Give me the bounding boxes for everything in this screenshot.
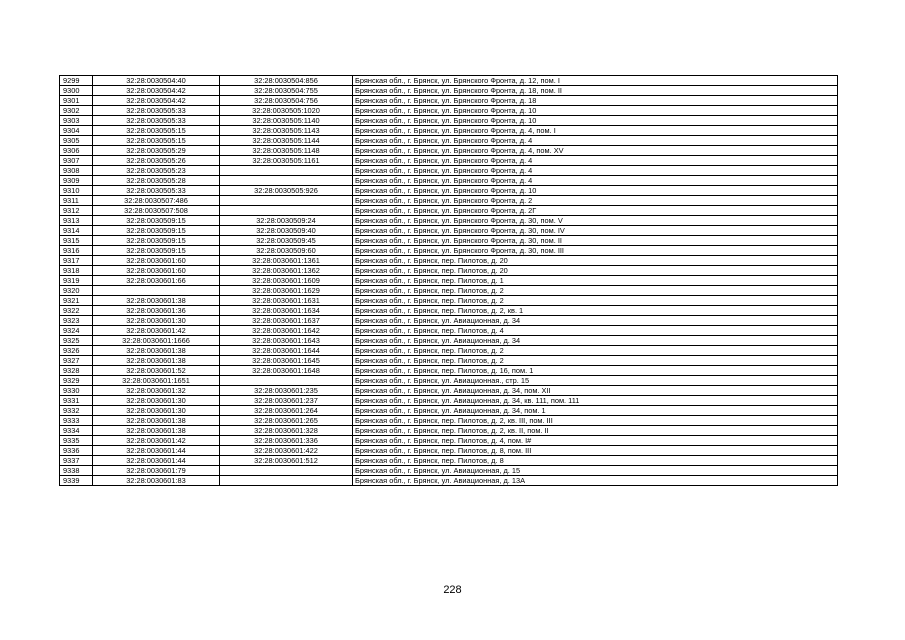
address-cell: Брянская обл., г. Брянск, ул. Авиационная, д. 34, кв. 111, пом. 111: [353, 396, 838, 406]
table-row: [60, 276, 838, 286]
address-cell: Брянская обл., г. Брянск, ул. Брянского Фронта, д. 2Г: [353, 206, 838, 216]
parcel-number-cell: 32:28:0030509:15: [93, 236, 220, 246]
parcel-number-cell: 32:28:0030509:15: [93, 246, 220, 256]
object-number-cell: 32:28:0030601:235: [220, 386, 353, 396]
parcel-number-cell: 32:28:0030601:30: [93, 396, 220, 406]
parcel-number-cell: 32:28:0030601:42: [93, 436, 220, 446]
table-row: [60, 246, 838, 256]
parcel-number-cell: 32:28:0030505:15: [93, 136, 220, 146]
parcel-number-cell: 32:28:0030601:44: [93, 446, 220, 456]
address-cell: Брянская обл., г. Брянск, ул. Брянского Фронта, д. 2: [353, 196, 838, 206]
parcel-number-cell: 32:28:0030505:23: [93, 166, 220, 176]
table-body: [60, 76, 838, 486]
address-cell: Брянская обл., г. Брянск, пер. Пилотов, д. 2, кв. III, пом. III: [353, 416, 838, 426]
row-number-cell: 9334: [60, 426, 93, 436]
address-cell: Брянская обл., г. Брянск, ул. Авиационная, д. 34, пом. 1: [353, 406, 838, 416]
row-number-cell: 9321: [60, 296, 93, 306]
row-number-cell: 9325: [60, 336, 93, 346]
row-number-cell: 9326: [60, 346, 93, 356]
table-row: [60, 146, 838, 156]
parcel-number-cell: 32:28:0030509:15: [93, 216, 220, 226]
object-number-cell: 32:28:0030601:1642: [220, 326, 353, 336]
object-number-cell: [220, 166, 353, 176]
object-number-cell: 32:28:0030601:265: [220, 416, 353, 426]
address-cell: Брянская обл., г. Брянск, ул. Брянского Фронта, д. 10: [353, 186, 838, 196]
object-number-cell: 32:28:0030505:1020: [220, 106, 353, 116]
address-cell: Брянская обл., г. Брянск, пер. Пилотов, д. 2: [353, 286, 838, 296]
parcel-number-cell: 32:28:0030505:33: [93, 106, 220, 116]
row-number-cell: 9330: [60, 386, 93, 396]
object-number-cell: 32:28:0030509:45: [220, 236, 353, 246]
address-cell: Брянская обл., г. Брянск, пер. Пилотов, д. 20: [353, 266, 838, 276]
address-cell: Брянская обл., г. Брянск, пер. Пилотов, д. 2: [353, 296, 838, 306]
table-row: [60, 376, 838, 386]
row-number-cell: 9338: [60, 466, 93, 476]
parcel-number-cell: 32:28:0030601:60: [93, 266, 220, 276]
table-row: [60, 356, 838, 366]
row-number-cell: 9339: [60, 476, 93, 486]
object-number-cell: 32:28:0030601:1643: [220, 336, 353, 346]
row-number-cell: 9320: [60, 286, 93, 296]
address-cell: Брянская обл., г. Брянск, пер. Пилотов, д. 2: [353, 356, 838, 366]
table-row: [60, 86, 838, 96]
object-number-cell: 32:28:0030601:1361: [220, 256, 353, 266]
row-number-cell: 9313: [60, 216, 93, 226]
row-number-cell: 9316: [60, 246, 93, 256]
parcel-number-cell: 32:28:0030504:42: [93, 86, 220, 96]
object-number-cell: [220, 176, 353, 186]
object-number-cell: 32:28:0030601:1629: [220, 286, 353, 296]
table-row: [60, 206, 838, 216]
object-number-cell: 32:28:0030505:1161: [220, 156, 353, 166]
table-row: [60, 216, 838, 226]
address-cell: Брянская обл., г. Брянск, ул. Авиационная, д. 34: [353, 336, 838, 346]
row-number-cell: 9311: [60, 196, 93, 206]
table-row: [60, 166, 838, 176]
table-row: [60, 336, 838, 346]
object-number-cell: 32:28:0030509:40: [220, 226, 353, 236]
table-row: [60, 386, 838, 396]
parcel-number-cell: 32:28:0030601:83: [93, 476, 220, 486]
row-number-cell: 9333: [60, 416, 93, 426]
table-row: [60, 186, 838, 196]
row-number-cell: 9301: [60, 96, 93, 106]
table-row: [60, 116, 838, 126]
object-number-cell: 32:28:0030505:1148: [220, 146, 353, 156]
table-row: [60, 346, 838, 356]
row-number-cell: 9336: [60, 446, 93, 456]
parcel-number-cell: 32:28:0030505:29: [93, 146, 220, 156]
parcel-number-cell: 32:28:0030601:79: [93, 466, 220, 476]
object-number-cell: [220, 196, 353, 206]
address-cell: Брянская обл., г. Брянск, ул. Брянского Фронта, д. 4: [353, 176, 838, 186]
table-row: [60, 416, 838, 426]
address-cell: Брянская обл., г. Брянск, ул. Авиационная., стр. 15: [353, 376, 838, 386]
row-number-cell: 9324: [60, 326, 93, 336]
table-row: [60, 156, 838, 166]
address-cell: Брянская обл., г. Брянск, ул. Брянского Фронта, д. 4, пом. I: [353, 126, 838, 136]
address-cell: Брянская обл., г. Брянск, ул. Брянского Фронта, д. 30, пом. IV: [353, 226, 838, 236]
address-cell: Брянская обл., г. Брянск, пер. Пилотов, д. 20: [353, 256, 838, 266]
row-number-cell: 9309: [60, 176, 93, 186]
page-number: 228: [443, 584, 462, 596]
parcel-number-cell: 32:28:0030505:26: [93, 156, 220, 166]
table-row: [60, 436, 838, 446]
parcel-number-cell: 32:28:0030601:66: [93, 276, 220, 286]
parcel-number-cell: 32:28:0030601:30: [93, 406, 220, 416]
table-row: [60, 306, 838, 316]
object-number-cell: 32:28:0030601:1362: [220, 266, 353, 276]
table-row: [60, 446, 838, 456]
object-number-cell: 32:28:0030504:755: [220, 86, 353, 96]
address-cell: Брянская обл., г. Брянск, ул. Брянского Фронта, д. 4: [353, 156, 838, 166]
address-cell: Брянская обл., г. Брянск, ул. Брянского Фронта, д. 18, пом. II: [353, 86, 838, 96]
table-row: [60, 286, 838, 296]
parcel-number-cell: 32:28:0030601:36: [93, 306, 220, 316]
object-number-cell: 32:28:0030601:1609: [220, 276, 353, 286]
table-row: [60, 196, 838, 206]
parcel-number-cell: 32:28:0030601:32: [93, 386, 220, 396]
object-number-cell: 32:28:0030601:1644: [220, 346, 353, 356]
parcel-number-cell: 32:28:0030601:1666: [93, 336, 220, 346]
parcel-number-cell: 32:28:0030601:60: [93, 256, 220, 266]
row-number-cell: 9335: [60, 436, 93, 446]
row-number-cell: 9307: [60, 156, 93, 166]
parcel-number-cell: 32:28:0030601:38: [93, 426, 220, 436]
row-number-cell: 9332: [60, 406, 93, 416]
parcel-number-cell: [93, 286, 220, 296]
row-number-cell: 9329: [60, 376, 93, 386]
table-row: [60, 316, 838, 326]
row-number-cell: 9337: [60, 456, 93, 466]
table-row: [60, 136, 838, 146]
row-number-cell: 9306: [60, 146, 93, 156]
row-number-cell: 9331: [60, 396, 93, 406]
object-number-cell: 32:28:0030505:1140: [220, 116, 353, 126]
row-number-cell: 9308: [60, 166, 93, 176]
object-number-cell: 32:28:0030505:1144: [220, 136, 353, 146]
parcel-number-cell: 32:28:0030601:42: [93, 326, 220, 336]
parcel-number-cell: 32:28:0030504:40: [93, 76, 220, 86]
row-number-cell: 9305: [60, 136, 93, 146]
parcel-number-cell: 32:28:0030509:15: [93, 226, 220, 236]
parcel-number-cell: 32:28:0030505:15: [93, 126, 220, 136]
row-number-cell: 9312: [60, 206, 93, 216]
row-number-cell: 9299: [60, 76, 93, 86]
parcel-number-cell: 32:28:0030507:486: [93, 196, 220, 206]
object-number-cell: 32:28:0030601:512: [220, 456, 353, 466]
address-cell: Брянская обл., г. Брянск, ул. Авиационная, д. 15: [353, 466, 838, 476]
row-number-cell: 9323: [60, 316, 93, 326]
table-row: [60, 236, 838, 246]
parcel-number-cell: 32:28:0030505:33: [93, 186, 220, 196]
address-cell: Брянская обл., г. Брянск, ул. Авиационная, д. 13А: [353, 476, 838, 486]
address-cell: Брянская обл., г. Брянск, пер. Пилотов, д. 16, пом. 1: [353, 366, 838, 376]
table-row: [60, 476, 838, 486]
object-number-cell: 32:28:0030601:1631: [220, 296, 353, 306]
object-number-cell: 32:28:0030601:1634: [220, 306, 353, 316]
table-row: [60, 256, 838, 266]
object-number-cell: 32:28:0030601:264: [220, 406, 353, 416]
address-cell: Брянская обл., г. Брянск, пер. Пилотов, д. 2, кв. II, пом. II: [353, 426, 838, 436]
row-number-cell: 9303: [60, 116, 93, 126]
parcel-number-cell: 32:28:0030507:508: [93, 206, 220, 216]
row-number-cell: 9317: [60, 256, 93, 266]
row-number-cell: 9314: [60, 226, 93, 236]
document-table: [59, 75, 838, 486]
object-number-cell: 32:28:0030504:756: [220, 96, 353, 106]
address-cell: Брянская обл., г. Брянск, ул. Брянского Фронта, д. 4, пом. XV: [353, 146, 838, 156]
parcel-number-cell: 32:28:0030601:38: [93, 346, 220, 356]
table-row: [60, 366, 838, 376]
object-number-cell: 32:28:0030601:1637: [220, 316, 353, 326]
table-row: [60, 456, 838, 466]
object-number-cell: 32:28:0030601:237: [220, 396, 353, 406]
table-row: [60, 96, 838, 106]
object-number-cell: [220, 466, 353, 476]
object-number-cell: 32:28:0030509:24: [220, 216, 353, 226]
object-number-cell: 32:28:0030601:1645: [220, 356, 353, 366]
parcel-number-cell: 32:28:0030505:28: [93, 176, 220, 186]
address-cell: Брянская обл., г. Брянск, пер. Пилотов, д. 4, пом. I#: [353, 436, 838, 446]
address-cell: Брянская обл., г. Брянск, пер. Пилотов, д. 8, пом. III: [353, 446, 838, 456]
parcel-number-cell: 32:28:0030601:44: [93, 456, 220, 466]
parcel-number-cell: 32:28:0030601:30: [93, 316, 220, 326]
object-number-cell: 32:28:0030504:856: [220, 76, 353, 86]
table-row: [60, 406, 838, 416]
address-cell: Брянская обл., г. Брянск, ул. Брянского Фронта, д. 18: [353, 96, 838, 106]
address-cell: Брянская обл., г. Брянск, ул. Брянского Фронта, д. 10: [353, 106, 838, 116]
parcel-number-cell: 32:28:0030601:38: [93, 356, 220, 366]
object-number-cell: 32:28:0030601:336: [220, 436, 353, 446]
table-row: [60, 426, 838, 436]
row-number-cell: 9310: [60, 186, 93, 196]
row-number-cell: 9319: [60, 276, 93, 286]
address-cell: Брянская обл., г. Брянск, ул. Брянского Фронта, д. 4: [353, 136, 838, 146]
object-number-cell: 32:28:0030505:1143: [220, 126, 353, 136]
parcel-number-cell: 32:28:0030601:1651: [93, 376, 220, 386]
address-cell: Брянская обл., г. Брянск, пер. Пилотов, д. 4: [353, 326, 838, 336]
parcel-number-cell: 32:28:0030601:38: [93, 296, 220, 306]
row-number-cell: 9300: [60, 86, 93, 96]
row-number-cell: 9322: [60, 306, 93, 316]
row-number-cell: 9327: [60, 356, 93, 366]
parcel-number-cell: 32:28:0030504:42: [93, 96, 220, 106]
address-cell: Брянская обл., г. Брянск, пер. Пилотов, д. 2, кв. 1: [353, 306, 838, 316]
object-number-cell: 32:28:0030601:422: [220, 446, 353, 456]
parcel-number-cell: 32:28:0030601:52: [93, 366, 220, 376]
object-number-cell: [220, 206, 353, 216]
address-cell: Брянская обл., г. Брянск, ул. Брянского Фронта, д. 30, пом. V: [353, 216, 838, 226]
address-cell: Брянская обл., г. Брянск, пер. Пилотов, д. 8: [353, 456, 838, 466]
object-number-cell: [220, 476, 353, 486]
object-number-cell: 32:28:0030601:328: [220, 426, 353, 436]
table-row: [60, 296, 838, 306]
row-number-cell: 9328: [60, 366, 93, 376]
table-row: [60, 466, 838, 476]
address-cell: Брянская обл., г. Брянск, ул. Брянского Фронта, д. 10: [353, 116, 838, 126]
address-cell: Брянская обл., г. Брянск, пер. Пилотов, д. 2: [353, 346, 838, 356]
table-row: [60, 126, 838, 136]
object-number-cell: 32:28:0030509:60: [220, 246, 353, 256]
parcel-number-cell: 32:28:0030505:33: [93, 116, 220, 126]
table-row: [60, 396, 838, 406]
row-number-cell: 9304: [60, 126, 93, 136]
address-cell: Брянская обл., г. Брянск, ул. Брянского Фронта, д. 30, пом. II: [353, 236, 838, 246]
table-row: [60, 226, 838, 236]
address-cell: Брянская обл., г. Брянск, ул. Брянского Фронта, д. 30, пом. III: [353, 246, 838, 256]
object-number-cell: [220, 376, 353, 386]
table-row: [60, 326, 838, 336]
address-cell: Брянская обл., г. Брянск, ул. Авиационная, д. 34, пом. XII: [353, 386, 838, 396]
parcel-number-cell: 32:28:0030601:38: [93, 416, 220, 426]
address-cell: Брянская обл., г. Брянск, ул. Брянского Фронта, д. 4: [353, 166, 838, 176]
row-number-cell: 9315: [60, 236, 93, 246]
object-number-cell: 32:28:0030601:1648: [220, 366, 353, 376]
table-row: [60, 106, 838, 116]
table-row: [60, 76, 838, 86]
object-number-cell: 32:28:0030505:926: [220, 186, 353, 196]
address-cell: Брянская обл., г. Брянск, ул. Брянского Фронта, д. 12, пом. I: [353, 76, 838, 86]
row-number-cell: 9302: [60, 106, 93, 116]
address-cell: Брянская обл., г. Брянск, пер. Пилотов, д. 1: [353, 276, 838, 286]
table-row: [60, 176, 838, 186]
table-row: [60, 266, 838, 276]
address-cell: Брянская обл., г. Брянск, ул. Авиационная, д. 34: [353, 316, 838, 326]
row-number-cell: 9318: [60, 266, 93, 276]
